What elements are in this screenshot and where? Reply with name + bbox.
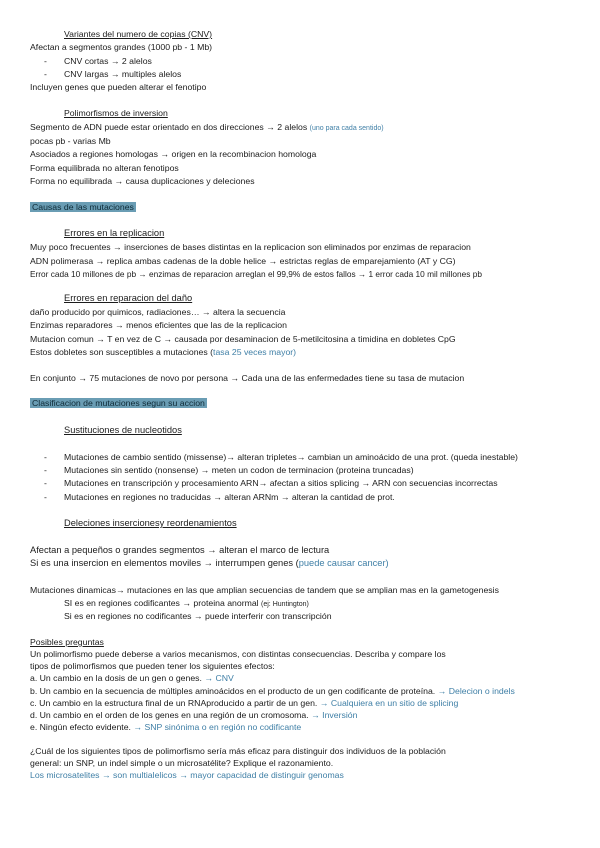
inversion-line-1-note: (uno para cada sentido) [309, 125, 384, 132]
sustituciones-title: Sustituciones de nucleotidos [64, 425, 182, 435]
pregunta-2-line-2: general: un SNP, un indel simple o un microsatélite? Explique el razonamiento. [30, 758, 334, 768]
dinamicas-line-2-text: SI es en regiones codificantes → proteina anormal [64, 598, 262, 608]
pregunta-a-answer: → CNV [204, 673, 234, 683]
bullet-text: CNV largas → multiples alelos [64, 69, 182, 79]
pregunta-c-text: c. Un cambio en la estructura final de un RNAproducido a partir de un gen. [30, 698, 320, 708]
dinamicas-line-3: Si es en regiones no codificantes → puede interferir con transcripción [64, 611, 332, 621]
clasificacion-header [30, 398, 207, 409]
cnv-bullet-1 [44, 56, 152, 67]
bullet-text: Mutaciones sin sentido (nonsense) → meten un codon de terminacion (proteina truncadas) [64, 465, 414, 475]
deleciones-title: Deleciones insercionesy reordenamientos [64, 518, 237, 528]
replicacion-line-2: ADN polimerasa → replica ambas cadenas de la doble helice → estrictas reglas de emparejamiento (AT y CG) [30, 256, 456, 266]
bullet-dash: - [44, 56, 47, 66]
bullet-dash: - [44, 478, 47, 488]
causas-header [30, 202, 136, 213]
cnv-line-1: Afectan a segmentos grandes (1000 pb - 1 Mb) [30, 42, 213, 52]
pregunta-a-text: a. Un cambio en la dosis de un gen o genes. [30, 673, 205, 683]
deleciones-line-2-note: puede causar cancer) [298, 558, 389, 568]
bullet-text: Mutaciones de cambio sentido (missense)→ alteran tripletes→ cambian un aminoácido de una prot. (queda inestable) [64, 452, 518, 462]
pregunta-e [30, 722, 301, 733]
cnv-bullet-2 [44, 69, 181, 80]
pregunta-2-line-1: ¿Cuál de los siguientes tipos de polimorfismo sería más eficaz para distinguir dos individuos de la población [30, 746, 446, 756]
sustitucion-item [44, 452, 518, 463]
bullet-dash: - [44, 465, 47, 475]
cnv-line-2: Incluyen genes que pueden alterar el fenotipo [30, 82, 207, 92]
bullet-text: Mutaciones en regiones no traducidas → alteran ARNm → alteran la cantidad de prot. [64, 492, 395, 502]
inversion-line-4: Forma equilibrada no alteran fenotipos [30, 163, 179, 173]
bullet-dash: - [44, 69, 47, 79]
replicacion-line-1: Muy poco frecuentes → inserciones de bases distintas en la replicacion son eliminados por enzimas de reparacion [30, 242, 471, 252]
dano-line-4-text: Estos dobletes son susceptibles a mutaciones ( [30, 347, 214, 357]
deleciones-line-2-text: Si es una insercion en elementos moviles → interrumpen genes ( [30, 558, 299, 568]
dano-line-1: daño producido por quimicos, radiaciones… → altera la secuencia [30, 307, 286, 317]
dano-title: Errores en reparacion del daño [64, 293, 193, 303]
clasificacion-header-text: Clasificacion de mutaciones segun su accion [32, 398, 205, 408]
pregunta-b-text: b. Un cambio en la secuencia de múltiples aminoácidos en el producto de un gen codificante de proteína. [30, 686, 438, 696]
replicacion-line-3: Error cada 10 millones de pb → enzimas de reparacion arreglan el 99,9% de estos fallos → 1 error cada 10 mil millones pb [30, 269, 482, 279]
dano-line-3: Mutacion comun → T en vez de C → causada por desaminacion de 5-metilcitosina a timidina en dobletes CpG [30, 334, 456, 344]
deleciones-line-2 [30, 558, 389, 569]
dinamicas-line-2 [64, 598, 309, 610]
dinamicas-line-2-note: (ej: Huntington) [261, 601, 309, 608]
pregunta-d-answer: → Inversión [311, 710, 358, 720]
bullet-dash: - [44, 492, 47, 502]
bullet-text: Mutaciones en transcripción y procesamiento ARN→ afectan a sitios splicing → ARN con secuencias incorrectas [64, 478, 498, 488]
pregunta-c [30, 698, 458, 709]
pregunta-d [30, 710, 357, 721]
dano-line-4-note: tasa 25 veces mayor) [213, 347, 297, 357]
pregunta-e-text: e. Ningún efecto evidente. [30, 722, 134, 732]
sustitucion-item [44, 492, 395, 503]
preguntas-title: Posibles preguntas [30, 637, 104, 647]
conjunto-line: En conjunto → 75 mutaciones de novo por persona → Cada una de las enfermedades tiene su tasa de mutacion [30, 373, 465, 383]
replicacion-title: Errores en la replicacion [64, 228, 165, 238]
pregunta-b-answer: → Delecion o indels [437, 686, 515, 696]
pregunta-a [30, 673, 234, 684]
inversion-line-2: pocas pb - varias Mb [30, 136, 111, 146]
inversion-line-1-text: Segmento de ADN puede estar orientado en dos direcciones → 2 alelos [30, 122, 310, 132]
preguntas-intro-1: Un polimorfismo puede deberse a varios mecanismos, con distintas consecuencias. Describa y compare los [30, 649, 446, 659]
pregunta-b [30, 686, 515, 697]
causas-header-text: Causas de las mutaciones [32, 202, 134, 212]
pregunta-c-answer: → Cualquiera en un sitio de splicing [319, 698, 459, 708]
inversion-line-5: Forma no equilibrada → causa duplicaciones y deleciones [30, 176, 255, 186]
cnv-title: Variantes del numero de copias (CNV) [64, 29, 213, 39]
pregunta-e-answer: → SNP sinónima o en región no codificante [133, 722, 302, 732]
dano-line-2: Enzimas reparadores → menos eficientes que las de la replicacion [30, 320, 287, 330]
preguntas-intro-2: tipos de polimorfismos que pueden tener los siguientes efectos: [30, 661, 275, 671]
sustitucion-item [44, 478, 498, 489]
deleciones-line-1: Afectan a pequeños o grandes segmentos → alteran el marco de lectura [30, 545, 330, 555]
dinamicas-line-1: Mutaciones dinamicas→ mutaciones en las que amplian secuencias de tandem que se amplian mas en la gametogenesis [30, 585, 499, 595]
dano-line-4 [30, 347, 296, 358]
sustitucion-item [44, 465, 414, 476]
bullet-text: CNV cortas → 2 alelos [64, 56, 152, 66]
inversion-line-3: Asociados a regiones homologas → origen en la recombinacion homologa [30, 149, 317, 159]
pregunta-d-text: d. Un cambio en el orden de los genes en una región de un cromosoma. [30, 710, 312, 720]
inversion-line-1 [30, 122, 384, 134]
inversion-title: Polimorfismos de inversion [64, 108, 168, 118]
bullet-dash: - [44, 452, 47, 462]
pregunta-2-answer: Los microsatelites → son multialelicos → mayor capacidad de distinguir genomas [30, 770, 344, 780]
